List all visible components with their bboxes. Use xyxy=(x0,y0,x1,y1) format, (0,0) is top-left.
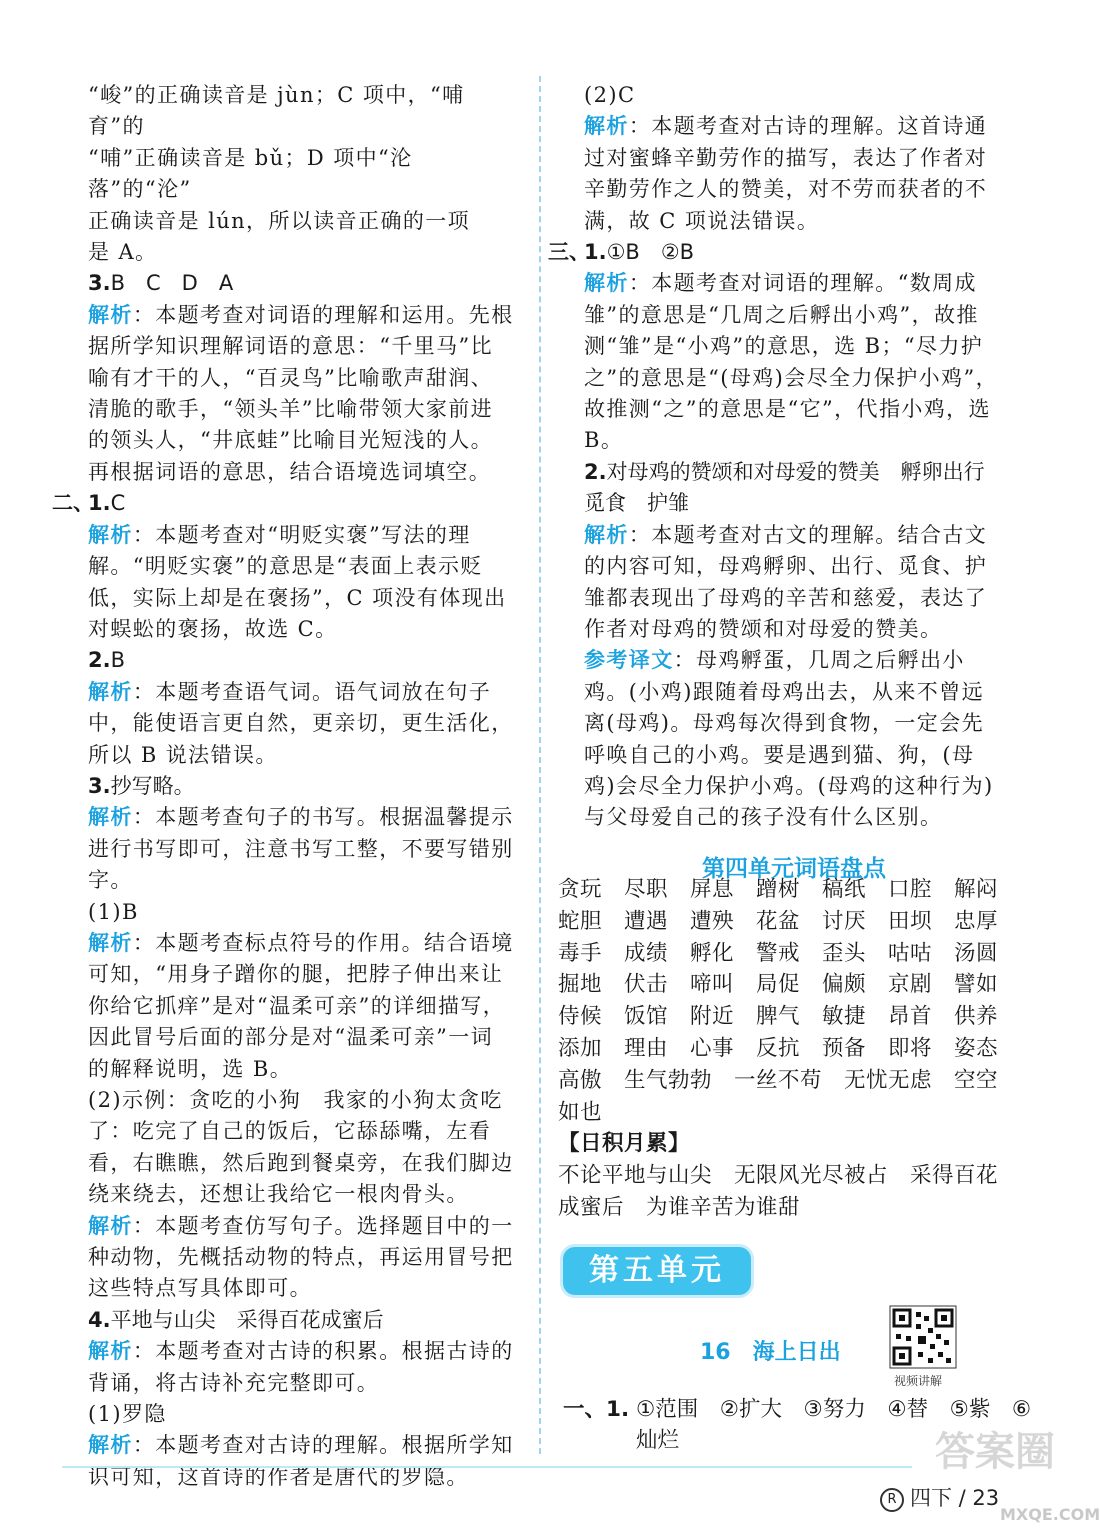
analysis-text: ：本题考查对词语的理解和运用。先根据所学知识理解词语的意思：“千里马”比喻有才干的人，“百灵鸟”比喻歌声甜润、清脆的歌手，“领头羊”比喻带领大家前进的领头人，“井底蛙”比喻目光短浅的人。再根据词语的意思，结合语境选词填空。 xyxy=(88,302,514,484)
analysis-2-4-1 xyxy=(88,1430,514,1493)
answer-text: C xyxy=(110,491,126,516)
text-line: “峻”的正确读音是 jùn；C 项中，“哺育”的 xyxy=(88,83,465,139)
analysis-text: ：本题考查句子的书写。根据温馨提示进行书写即可，注意书写工整，不要写错别字。 xyxy=(88,805,514,893)
analysis-text: ：本题考查标点符号的作用。结合语境可知，“用身子蹭你的腿，把脖子伸出来让你给它抓痒”是对“温柔可亲”的详细描写，因此冒号后面的部分是对“温柔可亲”一词的解释说明，选 B。 xyxy=(88,930,514,1081)
answer-text: B C D A xyxy=(110,271,234,296)
section-3 xyxy=(548,237,1004,268)
analysis-text: ：本题考查对古文的理解。结合古文的内容可知，母鸡孵卵、出行、觅食、护雏都表现出了母鸡的辛苦和慈爱，表达了作者对母鸡的赞颂和对母爱的赞美。 xyxy=(584,522,988,641)
analysis-label: 解析 xyxy=(88,522,133,547)
section-mark: 一、 xyxy=(563,1397,607,1422)
analysis-label: 解析 xyxy=(88,1433,133,1458)
section-mark: 三、 xyxy=(548,240,590,265)
question-number: 3. xyxy=(88,271,111,296)
answer-text: ①B ②B xyxy=(606,240,695,265)
answer-text: 抄写略。 xyxy=(110,773,195,798)
text-line: 正确读音是 lún，所以读音正确的一项 xyxy=(88,208,471,233)
answer-2-3-1: (1)B xyxy=(88,899,139,924)
analysis-text: ：本题考查语气词。语气词放在句子中，能使语言更自然，更亲切，更生活化，所以 B 说法错误。 xyxy=(88,679,514,767)
lesson-number: 16 xyxy=(700,1340,731,1365)
word-list xyxy=(558,874,1021,1224)
section-2 xyxy=(52,488,514,519)
answer-2-4 xyxy=(88,1305,514,1336)
analysis-label: 解析 xyxy=(88,1339,133,1364)
analysis-3-1 xyxy=(584,268,1004,456)
answer-2-4-1: (1)罗隐 xyxy=(88,1402,167,1427)
analysis-label: 解析 xyxy=(584,522,629,547)
text-line: “哺”正确读音是 bǔ；D 项中“沦落”的“沦” xyxy=(88,145,413,202)
reference-text: ：母鸡孵蛋，几周之后孵出小鸡。(小鸡)跟随着母鸡出去，从来不曾远离(母鸡)。母鸡每次得到食物，一定会先呼唤自己的小鸡。要是遇到猫、狗，(母鸡)会尽全力保护小鸡。(母鸡的这种行为)与父母爱自己的孩子没有什么区别。 xyxy=(584,648,994,830)
analysis-text: ：本题考查仿写句子。选择题目中的一种动物，先概括动物的特点，再运用冒号把这些特点写具体即可。 xyxy=(88,1213,514,1301)
analysis-2-3-2 xyxy=(88,1211,514,1305)
section-mark: 二、 xyxy=(52,491,94,516)
analysis-2-2 xyxy=(88,677,514,771)
analysis-label: 解析 xyxy=(88,302,133,327)
answer-text: 平地与山尖 采得百花成蜜后 xyxy=(110,1307,384,1332)
answer-text: 对母鸡的赞颂和对母爱的赞美 孵卵出行 觅食 护雏 xyxy=(584,459,1006,516)
answer-2-2 xyxy=(88,645,514,676)
answer-2-1 xyxy=(88,488,514,519)
answer-2-3-2: (2)示例：贪吃的小狗 我家的小狗太贪吃了：吃完了自己的饭后，它舔舔嘴，左看看，右瞧瞧，然后跑到餐桌旁，在我们脚边绕来绕去，还想让我给它一根肉骨头。 xyxy=(88,1088,514,1207)
qr-label: 视频讲解 xyxy=(894,1374,943,1388)
analysis-2-4-2 xyxy=(584,111,1004,237)
analysis-label: 解析 xyxy=(584,114,629,139)
answer-3 xyxy=(88,268,514,299)
question-number: 4. xyxy=(88,1307,111,1332)
lesson-title: 海上日出 xyxy=(752,1340,841,1365)
answer-text: ①范围 ②扩大 ③努力 ④替 ⑤紫 ⑥灿烂 xyxy=(636,1397,1032,1454)
reference-translation xyxy=(584,645,1004,833)
lesson-heading xyxy=(700,1335,841,1366)
unit4-title: 第四单元词语盘点 xyxy=(702,855,886,882)
analysis-2-3-1 xyxy=(88,928,514,1085)
analysis-text: ：本题考查对古诗的积累。根据古诗的背诵，将古诗补充完整即可。 xyxy=(88,1339,514,1395)
page-footer xyxy=(880,1482,999,1512)
analysis-label: 解析 xyxy=(88,805,133,830)
page-number: 四下 / 23 xyxy=(910,1486,1000,1510)
analysis-text: ：本题考查对词语的理解。“数周成雏”的意思是“几周之后孵出小鸡”，故推测“雏”是“小鸡”的意思，选 B；“尽力护之”的意思是“(母鸡)会尽全力保护小鸡”，故推测“之”的意思是“它”，代指小鸡，选 B。 xyxy=(584,271,998,453)
question-number: 2. xyxy=(88,648,111,673)
analysis-label: 解析 xyxy=(88,930,133,955)
question-number: 3. xyxy=(88,773,111,798)
analysis-text: ：本题考查对古诗的理解。这首诗通过对蜜蜂辛勤劳作的描写，表达了作者对辛勤劳作之人的赞美，对不劳而获者的不满，故 C 项说法错误。 xyxy=(584,114,988,233)
question-number: 1. xyxy=(584,240,607,265)
right-column xyxy=(548,80,1006,897)
analysis-label: 解析 xyxy=(88,1213,133,1238)
analysis-2-4 xyxy=(88,1336,514,1399)
question-number: 1. xyxy=(88,491,111,516)
analysis-label: 解析 xyxy=(584,271,629,296)
analysis-3-2 xyxy=(584,520,1004,646)
answer-text: B xyxy=(110,648,126,673)
question-number: 2. xyxy=(584,459,607,484)
question-number: 1. xyxy=(606,1397,630,1422)
analysis-2-1 xyxy=(88,520,514,646)
answer-2-3 xyxy=(88,771,514,802)
answer-3-2 xyxy=(584,457,1004,520)
analysis-3 xyxy=(88,300,514,488)
rijilei-text: 不论平地与山尖 无限风光尽被占 采得百花成蜜后 为谁辛苦为谁甜 xyxy=(558,1163,999,1220)
watermark-logo: 答案圈 xyxy=(935,1429,1055,1475)
edition-badge-icon: R xyxy=(880,1488,904,1512)
column-divider xyxy=(539,76,541,1454)
text-line: 是 A。 xyxy=(88,240,158,265)
qr-code-icon[interactable] xyxy=(890,1306,956,1368)
answer-3-1 xyxy=(584,237,1004,268)
analysis-text: ：本题考查对古诗的理解。根据所学知识可知，这首诗的作者是唐代的罗隐。 xyxy=(88,1433,514,1489)
footer-line xyxy=(62,1466,912,1468)
left-column xyxy=(52,80,514,1493)
analysis-2-3 xyxy=(88,802,514,896)
word-list-text: 贪玩 尽职 屏息 蹭树 稿纸 口腔 解闷 蛇胆 遭遇 遭殃 花盆 讨厌 田坝 忠厚 毒手 成绩 孵化 警戒 歪头 咕咕 汤圆 掘地 伏击 啼叫 局促 偏颇 京剧 譬如 侍候 饭馆 附近 脾气 敏捷 昂首 供养 添加 理由 心事 反抗 预备 即将 姿态 高傲 生气勃勃 一丝不苟 无忧无虑 空空如也 xyxy=(558,877,1021,1125)
watermark-url: MXQE.COM xyxy=(1000,1505,1100,1524)
analysis-label: 解析 xyxy=(88,679,133,704)
reference-label: 参考译文 xyxy=(584,648,674,673)
analysis-text: ：本题考查对“明贬实褒”写法的理解。“明贬实褒”的意思是“表面上表示贬低，实际上却是在褒扬”，C 项没有体现出对蜈蚣的褒扬，故选 C。 xyxy=(88,522,507,641)
answer-2-4-2: (2)C xyxy=(584,83,636,107)
rijilei-label: 【日积月累】 xyxy=(558,1131,691,1157)
unit5-banner: 第五单元 xyxy=(563,1247,751,1295)
